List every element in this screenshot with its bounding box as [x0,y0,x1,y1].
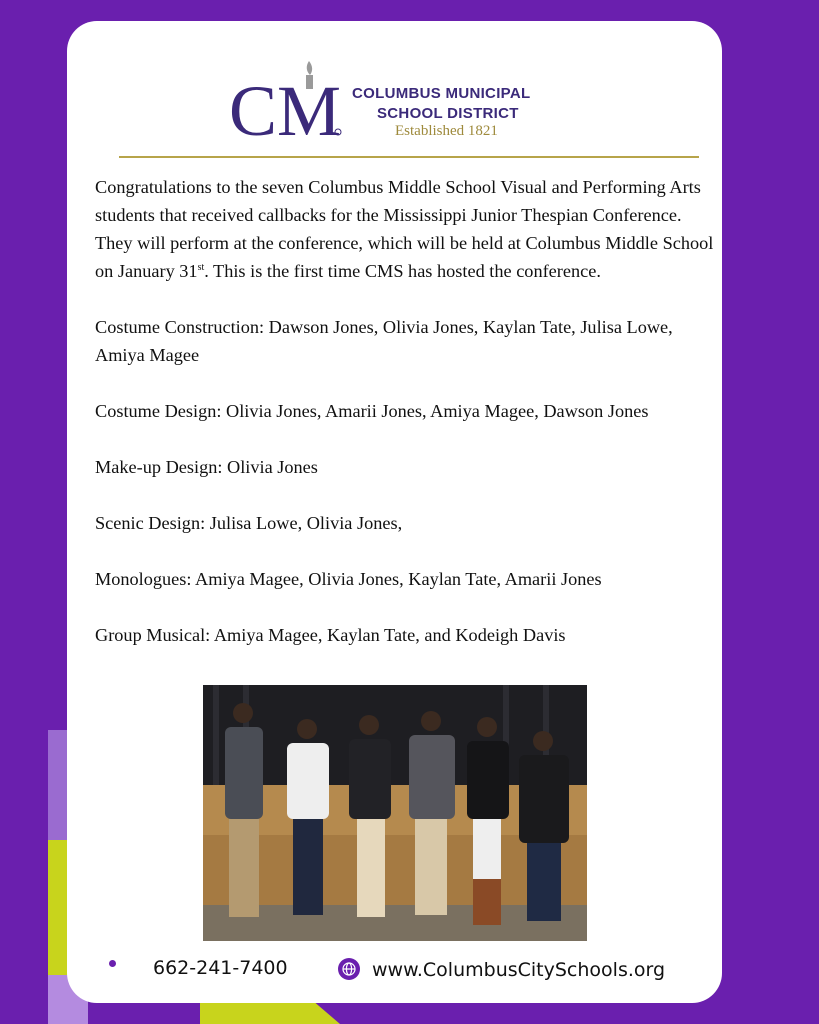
logo-text-line1: COLUMBUS MUNICIPAL [352,85,531,102]
district-logo [227,59,567,141]
category-monologues: Monologues: Amiya Magee, Olivia Jones, Kaylan Tate, Amarii Jones [95,569,602,589]
announcement-card [67,21,722,1003]
footer-website-link[interactable]: www.ColumbusCitySchools.org [372,959,666,981]
cm-logo-mark [227,59,343,141]
students-group-photo [203,685,587,941]
intro-paragraph: Congratulations to the seven Columbus Middle School Visual and Performing Arts students that received callbacks for the Mississippi Junior Thespian Conference. They will perform at the conference, which will be held at Columbus Middle School on January 31st. This is the first time CMS has hosted the conference. [95,177,714,281]
announcement-body [95,173,715,677]
decor-lime-bottom [200,1000,340,1024]
footer-phone[interactable]: 662-241-7400 [153,957,288,979]
globe-icon [338,958,360,980]
category-costume-design: Costume Design: Olivia Jones, Amarii Jones, Amiya Magee, Dawson Jones [95,401,649,421]
logo-established: Established 1821 [395,123,498,139]
category-group-musical: Group Musical: Amiya Magee, Kaylan Tate, and Kodeigh Davis [95,625,566,645]
category-scenic-design: Scenic Design: Julisa Lowe, Olivia Jones, [95,513,403,533]
phone-dot-icon [109,960,116,967]
divider-rule [119,156,699,158]
category-costume-construction: Costume Construction: Dawson Jones, Olivia Jones, Kaylan Tate, Julisa Lowe, Amiya Magee [95,317,673,365]
category-makeup-design: Make-up Design: Olivia Jones [95,457,318,477]
svg-text:CM: CM [229,71,342,141]
logo-text-line2: SCHOOL DISTRICT [377,105,519,122]
